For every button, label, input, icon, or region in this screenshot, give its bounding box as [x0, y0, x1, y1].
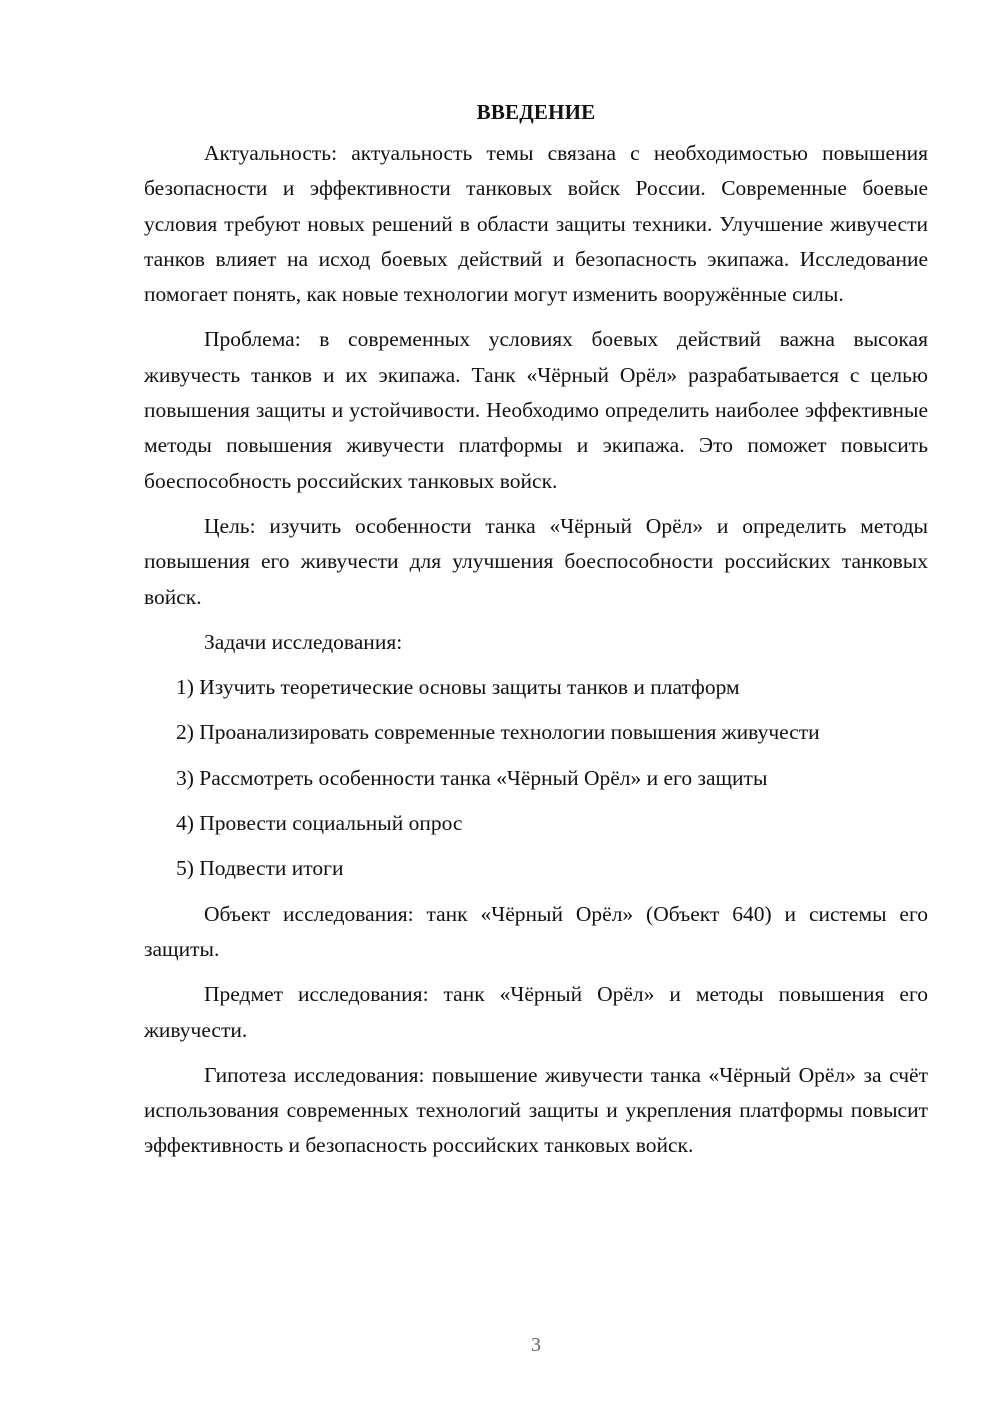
- tasks-list: [144, 670, 928, 886]
- list-item: 4) Провести социальный опрос: [176, 811, 463, 836]
- hypothesis-paragraph: Гипотеза исследования: повышение живучести танка «Чёрный Орёл» за счёт использования современных технологий защиты и укрепления платформы повысит эффективность и безопасность российских танковых войск.: [144, 1062, 928, 1158]
- page-title: ВВЕДЕНИЕ: [476, 100, 596, 124]
- page-number: 3: [531, 1334, 541, 1356]
- tasks-heading: Задачи исследования:: [204, 629, 403, 654]
- goal-paragraph: Цель: изучить особенности танка «Чёрный Орёл» и определить методы повышения его живучести для улучшения боеспособности российских танковых войск.: [144, 513, 928, 609]
- list-item: 3) Рассмотреть особенности танка «Чёрный Орёл» и его защиты: [176, 765, 768, 790]
- list-item: 5) Подвести итоги: [176, 856, 344, 881]
- problem-paragraph: Проблема: в современных условиях боевых действий важна высокая живучесть танков и их экипажа. Танк «Чёрный Орёл» разрабатывается с целью повышения защиты и устойчивости. Необходимо определить наиболее эффективные методы повышения живучести платформы и экипажа. Это поможет повысить боеспособность российских танковых войск.: [144, 327, 928, 493]
- object-paragraph: Объект исследования: танк «Чёрный Орёл» (Объект 640) и системы его защиты.: [144, 901, 928, 961]
- relevance-paragraph: Актуальность: актуальность темы связана с необходимостью повышения безопасности и эффективности танковых войск России. Современные боевые условия требуют новых решений в области защиты техники. Улучшение живучести танков влияет на исход боевых действий и безопасность экипажа. Исследование помогает понять, как новые технологии могут изменить вооружённые силы.: [144, 141, 928, 307]
- page-content: [144, 95, 928, 1174]
- list-item: 2) Проанализировать современные технологии повышения живучести: [176, 720, 820, 745]
- list-item: 1) Изучить теоретические основы защиты танков и платформ: [176, 675, 740, 700]
- subject-paragraph: Предмет исследования: танк «Чёрный Орёл» и методы повышения его живучести.: [144, 982, 928, 1042]
